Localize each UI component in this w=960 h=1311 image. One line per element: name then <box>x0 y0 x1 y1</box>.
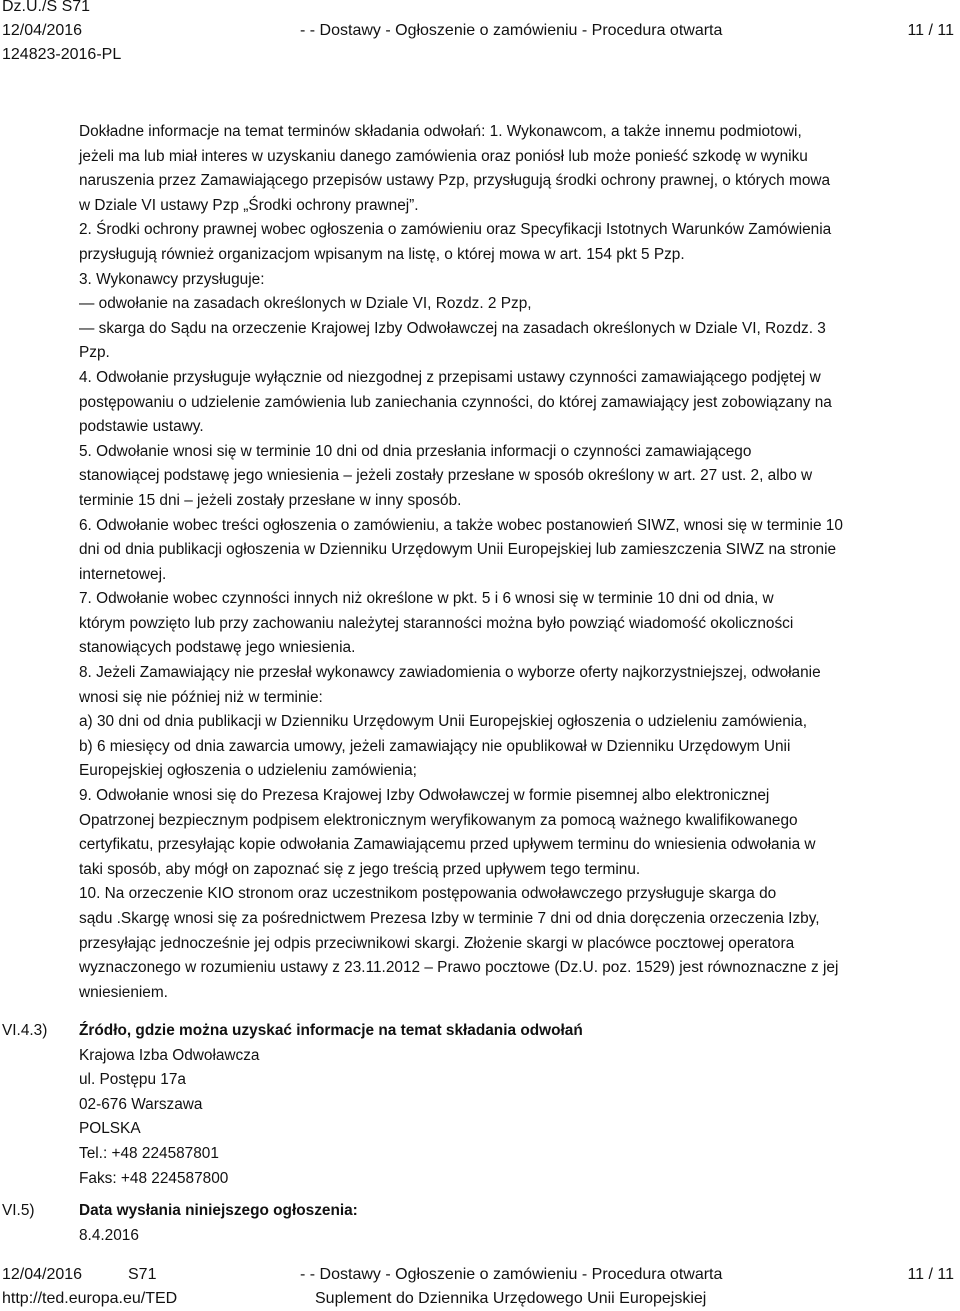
body-line: sądu .Skargę wnosi się za pośrednictwem Prezesa Izby w terminie 7 dni od dnia doręczenia orzeczenia Izby, <box>79 910 820 927</box>
page-footer <box>0 1263 960 1311</box>
section-number: VI.4.3) <box>2 1022 48 1039</box>
body-line: przysługują również organizacjom wpisanym na listę, o której mowa w art. 154 pkt 5 Pzp. <box>79 245 685 263</box>
body-line: Europejskiej ogłoszenia o udzieleniu zamówienia; <box>79 762 417 780</box>
body-line: postępowaniu o udzielenie zamówienia lub zaniechania czynności, do której zamawiający jest zobowiązany na <box>79 393 832 411</box>
body-line: 2. Środki ochrony prawnej wobec ogłoszenia o zamówieniu oraz Specyfikacji Istotnych Warunków Zamówienia <box>79 221 832 239</box>
body-line: — skarga do Sądu na orzeczenie Krajowej Izby Odwoławczej na zasadach określonych w Dziale VI, Rozdz. 3 <box>79 319 826 337</box>
body-line: naruszenia przez Zamawiającego przepisów ustawy Pzp, przysługują środki ochrony prawnej, o których mowa <box>79 172 831 190</box>
body-line: Opatrzonej bezpiecznym podpisem elektronicznym weryfikowanym za pomocą ważnego kwalifikowanego <box>79 811 798 829</box>
footer-page: 11 / 11 <box>907 1266 954 1283</box>
body-line: jeżeli ma lub miał interes w uzyskaniu danego zamówienia oraz poniósł lub może ponieść szkodę w wyniku <box>79 147 808 165</box>
footer-series: S71 <box>128 1266 157 1283</box>
page-header <box>0 0 960 70</box>
footer-date: 12/04/2016 <box>2 1266 83 1283</box>
body-line: podstawie ustawy. <box>79 418 204 436</box>
body-line: taki sposób, aby mógł on zapoznać się z jego treścią przed upływem tego terminu. <box>79 860 641 878</box>
body-line: Pzp. <box>79 344 110 362</box>
body-line: certyfikatu, przesyłając kopie odwołania Zamawiającemu przed upływem terminu do wniesienia odwołania w <box>79 836 816 854</box>
body-line: 9. Odwołanie wnosi się do Prezesa Krajowej Izby Odwoławczej w formie pisemnej albo elektronicznej <box>79 787 770 805</box>
address-line: ul. Postępu 17a <box>79 1071 186 1089</box>
header-date: 12/04/2016 <box>2 22 83 39</box>
body-line: stanowiącej podstawę jego wniesienia – jeżeli zostały przesłane w sposób określony w art. 27 ust. 2, albo w <box>79 467 813 485</box>
address-line: Faks: +48 224587800 <box>79 1169 229 1187</box>
body-line: Dokładne informacje na temat terminów składania odwołań: 1. Wykonawcom, a także innemu podmiotowi, <box>79 123 802 140</box>
body-line: wnosi się nie później niż w terminie: <box>79 688 323 706</box>
footer-publication: Suplement do Dziennika Urzędowego Unii Europejskiej <box>315 1290 707 1307</box>
body-line: 7. Odwołanie wobec czynności innych niż określone w pkt. 5 i 6 wnosi się w terminie 10 dni od dnia, w <box>79 590 774 608</box>
body-line: dni od dnia publikacji ogłoszenia w Dzienniku Urzędowym Unii Europejskiej lub zamieszczenia SIWZ na stronie <box>79 541 837 559</box>
footer-url[interactable]: http://ted.europa.eu/TED <box>2 1290 178 1307</box>
body-line: wyznaczonego w rozumieniu ustawy z 23.11.2012 – Prawo pocztowe (Dz.U. poz. 1529) jest równoznaczne z jej <box>79 959 839 977</box>
body-line: 4. Odwołanie przysługuje wyłącznie od niezgodnej z przepisami ustawy czynności zamawiającego podjętej w <box>79 368 821 386</box>
body-line: 10. Na orzeczenie KIO stronom oraz uczestnikom postępowania odwoławczego przysługuje skarga do <box>79 885 777 903</box>
body-line: 8. Jeżeli Zamawiający nie przesłał wykonawcy zawiadomienia o wyborze oferty najkorzystniejszej, odwołanie <box>79 664 821 682</box>
body-line: b) 6 miesięcy od dnia zawarcia umowy, jeżeli zamawiający nie opublikował w Dzienniku Urzędowym Unii <box>79 737 791 755</box>
body-line: 3. Wykonawcy przysługuje: <box>79 270 265 288</box>
footer-title: - - Dostawy - Ogłoszenie o zamówieniu - Procedura otwarta <box>300 1266 723 1283</box>
journal-ref: Dz.U./S S71 <box>2 0 91 15</box>
body-line: terminie 15 dni – jeżeli zostały przesłane w inny sposób. <box>79 491 462 509</box>
address-line: Tel.: +48 224587801 <box>79 1144 219 1162</box>
body-line: 6. Odwołanie wobec treści ogłoszenia o zamówieniu, a także wobec postanowień SIWZ, wnosi się w terminie 10 <box>79 516 843 534</box>
body-line: stanowiących podstawę jego wniesienia. <box>79 639 356 657</box>
body-line: przesyłając jednocześnie jej odpis przeciwnikowi skargi. Złożenie skargi w placówce pocztowej operatora <box>79 934 795 952</box>
address-line: POLSKA <box>79 1120 141 1138</box>
dispatch-date: 8.4.2016 <box>79 1226 139 1244</box>
section-number: VI.5) <box>2 1202 35 1219</box>
body-line: w Dziale VI ustawy Pzp „Środki ochrony prawnej”. <box>79 196 419 214</box>
address-line: Krajowa Izba Odwoławcza <box>79 1046 260 1064</box>
address-line: 02-676 Warszawa <box>79 1095 203 1113</box>
body-line: wniesieniem. <box>79 983 168 1001</box>
doc-id: 124823-2016-PL <box>2 46 122 63</box>
header-title: - - Dostawy - Ogłoszenie o zamówieniu - Procedura otwarta <box>300 22 723 39</box>
body-line: którym powzięto lub przy zachowaniu należytej staranności można było powziąć wiadomość okoliczności <box>79 614 794 632</box>
body-line: 5. Odwołanie wnosi się w terminie 10 dni od dnia przesłania informacji o czynności zamawiającego <box>79 442 752 460</box>
section-heading: Data wysłania niniejszego ogłoszenia: <box>79 1202 358 1219</box>
appeal-details <box>79 120 959 1005</box>
section-heading: Źródło, gdzie można uzyskać informacje na temat składania odwołań <box>79 1022 583 1039</box>
body-line: — odwołanie na zasadach określonych w Dziale VI, Rozdz. 2 Pzp, <box>79 295 532 313</box>
body-line: internetowej. <box>79 565 167 583</box>
body-line: a) 30 dni od dnia publikacji w Dzienniku Urzędowym Unii Europejskiej ogłoszenia o udzieleniu zamówienia, <box>79 713 808 731</box>
page-number: 11 / 11 <box>907 22 954 39</box>
